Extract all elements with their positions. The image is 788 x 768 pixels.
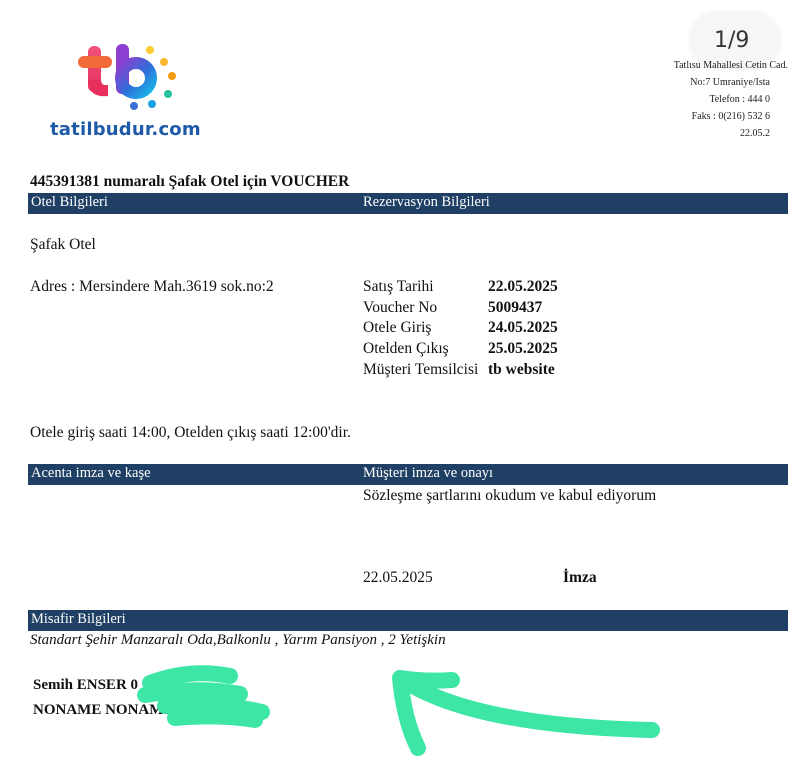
hotel-name: Şafak Otel xyxy=(30,236,96,253)
reservation-label-checkout: Otelden Çıkış xyxy=(363,340,449,357)
reservation-value-voucher-no: 5009437 xyxy=(488,299,543,316)
reservation-value-checkout: 25.05.2025 xyxy=(488,340,558,357)
reservation-label-voucher-no: Voucher No xyxy=(363,299,438,316)
company-info xyxy=(656,57,788,142)
page-counter: 1/9 xyxy=(690,12,780,68)
company-phone: Telefon : 444 0 xyxy=(709,94,770,105)
header-bar-signatures xyxy=(28,464,788,485)
guest-name-2: NONAME NONAME xyxy=(33,702,174,718)
section-hotel-info: Otel Bilgileri xyxy=(31,194,108,210)
hotel-address: Adres : Mersindere Mah.3619 sok.no:2 xyxy=(30,278,274,295)
section-customer-sign: Müşteri imza ve onayı xyxy=(363,465,494,481)
reservation-label-sale-date: Satış Tarihi xyxy=(363,278,434,295)
signature-label: İmza xyxy=(563,569,597,586)
agreement-text: Sözleşme şartlarını okudum ve kabul ediyorum xyxy=(363,487,657,504)
header-bar-guest-info xyxy=(28,610,788,631)
reservation-label-representative: Müşteri Temsilcisi xyxy=(363,361,479,378)
signature-date: 22.05.2025 xyxy=(363,569,433,586)
reservation-label-checkin: Otele Giriş xyxy=(363,319,432,336)
arrow-icon xyxy=(400,678,652,748)
reservation-value-checkin: 24.05.2025 xyxy=(488,319,558,336)
reservation-value-representative: tb website xyxy=(488,361,555,378)
company-address-line2: No:7 Umraniye/Ista xyxy=(690,77,770,88)
voucher-title: 445391381 numaralı Şafak Otel için VOUCHER xyxy=(30,173,350,190)
tb-sun-logo-icon xyxy=(72,40,184,120)
guest-name-1: Semih ENSER 0 xyxy=(33,677,139,693)
checkin-checkout-note: Otele giriş saati 14:00, Otelden çıkış saati 12:00'dir. xyxy=(30,424,351,441)
reservation-value-sale-date: 22.05.2025 xyxy=(488,278,558,295)
logo-wordmark: tatilbudur.com xyxy=(50,119,201,140)
header-bar-hotel-reservation xyxy=(28,193,788,214)
company-address-line1: Tatlısu Mahallesi Cetin Cad. xyxy=(673,60,788,71)
room-description: Standart Şehir Manzaralı Oda,Balkonlu , Yarım Pansiyon , 2 Yetişkin xyxy=(30,632,446,648)
company-fax: Faks : 0(216) 532 6 xyxy=(691,111,770,122)
company-date: 22.05.2 xyxy=(740,128,770,139)
section-agency-sign: Acenta imza ve kaşe xyxy=(31,465,151,481)
section-guest-info: Misafir Bilgileri xyxy=(31,611,126,627)
section-reservation-info: Rezervasyon Bilgileri xyxy=(363,194,490,210)
